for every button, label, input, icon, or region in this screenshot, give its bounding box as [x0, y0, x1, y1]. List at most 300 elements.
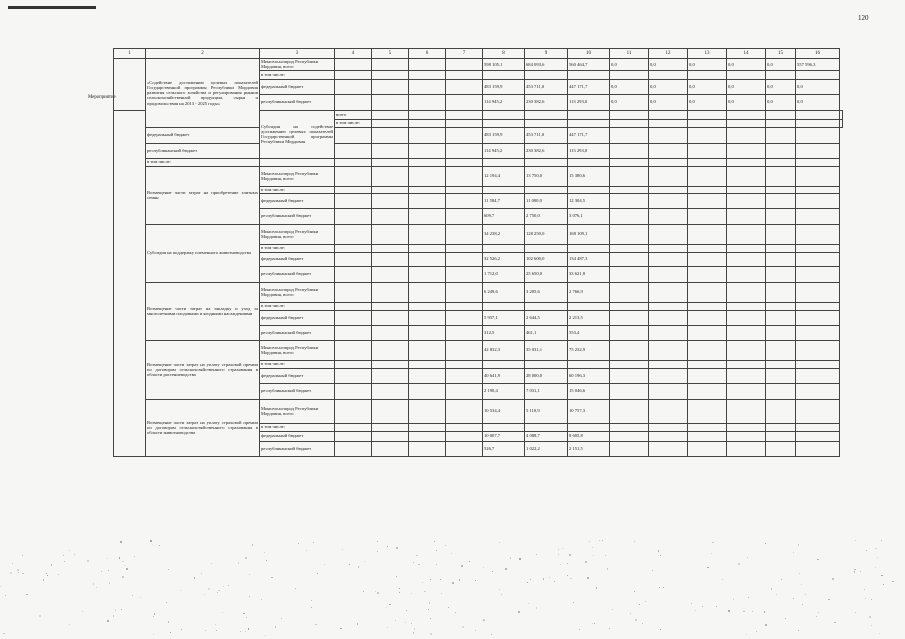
value-cell — [372, 383, 409, 399]
value-cell — [610, 166, 649, 186]
value-cell — [688, 441, 727, 456]
scan-noise-speck — [168, 621, 169, 622]
scan-noise-speck — [462, 626, 464, 628]
value-cell — [727, 423, 766, 431]
value-cell — [335, 186, 372, 193]
value-cell — [796, 110, 840, 119]
value-cell — [372, 340, 409, 360]
value-cell — [727, 431, 766, 441]
value-cell — [649, 399, 688, 423]
scan-noise-speck — [832, 578, 834, 580]
scan-noise-speck — [313, 542, 314, 543]
value-cell — [649, 325, 688, 340]
value-cell — [688, 208, 727, 224]
value-cell — [688, 282, 727, 302]
value-cell — [727, 208, 766, 224]
scan-noise-speck — [39, 615, 41, 617]
value-cell — [610, 119, 649, 127]
value-cell — [483, 360, 525, 368]
value-cell: 0,0 — [610, 94, 649, 110]
value-cell — [525, 70, 568, 79]
value-cell — [727, 252, 766, 266]
scan-noise-speck — [716, 606, 717, 607]
scan-noise-speck — [452, 582, 454, 584]
recipient-cell: федеральный бюджет — [146, 127, 260, 143]
value-cell — [727, 282, 766, 302]
recipient-cell: в том числе: — [260, 360, 335, 368]
value-cell — [446, 431, 483, 441]
value-cell — [727, 110, 766, 119]
value-cell — [335, 325, 372, 340]
value-cell — [483, 70, 525, 79]
value-cell: 75 232,9 — [568, 340, 610, 360]
scan-noise-speck — [883, 584, 884, 585]
value-cell: 609,7 — [483, 208, 525, 224]
value-cell — [649, 302, 688, 310]
scan-noise-speck — [455, 612, 456, 613]
value-cell — [372, 186, 409, 193]
value-cell — [649, 110, 688, 119]
scan-noise-speck — [634, 541, 635, 542]
value-cell — [766, 431, 796, 441]
value-cell: 312,5 — [483, 325, 525, 340]
value-cell — [766, 119, 796, 127]
scan-noise-speck — [201, 573, 202, 574]
value-cell — [372, 193, 409, 208]
scan-noise-speck — [406, 610, 407, 611]
value-cell — [796, 302, 840, 310]
value-cell — [446, 310, 483, 325]
value-cell — [446, 70, 483, 79]
header-cell: 6 — [409, 49, 446, 59]
value-cell — [727, 244, 766, 252]
value-cell — [568, 158, 610, 166]
scan-noise-speck — [430, 633, 432, 635]
value-cell: 684 093,6 — [525, 59, 568, 71]
value-cell — [409, 441, 446, 456]
value-cell — [335, 383, 372, 399]
value-cell: 12 194,4 — [483, 166, 525, 186]
value-cell — [525, 158, 568, 166]
value-cell — [766, 266, 796, 282]
scan-noise-speck — [587, 577, 589, 579]
value-cell — [372, 166, 409, 186]
value-cell — [568, 110, 610, 119]
scan-noise-speck — [416, 555, 417, 556]
scan-noise-speck — [121, 609, 122, 610]
scan-noise-speck — [558, 549, 559, 550]
scan-noise-speck — [413, 632, 415, 634]
scan-noise-speck — [271, 577, 273, 579]
scan-noise-speck — [217, 592, 218, 593]
value-cell: 447 171,7 — [568, 79, 610, 94]
value-cell: 11 584,7 — [483, 193, 525, 208]
value-cell — [409, 244, 446, 252]
header-cell: 11 — [610, 49, 649, 59]
value-cell — [409, 186, 446, 193]
value-cell — [649, 368, 688, 383]
value-cell — [335, 340, 372, 360]
scan-noise-speck — [635, 619, 637, 621]
value-cell: 1 022,2 — [525, 441, 568, 456]
scan-noise-speck — [218, 590, 219, 591]
scan-noise-speck — [818, 612, 819, 613]
scan-noise-speck — [208, 588, 210, 590]
value-cell: 102 600,0 — [525, 252, 568, 266]
scan-noise-speck — [387, 627, 388, 628]
value-cell — [409, 166, 446, 186]
value-cell: 0,0 — [649, 79, 688, 94]
scan-noise-speck — [748, 597, 749, 598]
value-cell — [446, 94, 483, 110]
scan-noise-speck — [605, 555, 606, 556]
value-cell — [446, 383, 483, 399]
value-cell — [766, 302, 796, 310]
value-cell — [372, 110, 409, 119]
recipient-cell: Минсельхозпрод Республики Мордовия, всего — [260, 166, 335, 186]
value-cell: 5 110,9 — [525, 399, 568, 423]
table-row — [114, 143, 843, 158]
value-cell — [372, 127, 409, 143]
recipient-cell — [260, 158, 335, 166]
scan-noise-speck — [854, 571, 855, 572]
scan-noise-speck — [602, 540, 603, 541]
value-cell — [727, 119, 766, 127]
recipient-cell: республиканский бюджет — [260, 94, 335, 110]
value-cell — [688, 186, 727, 193]
scan-noise-speck — [3, 633, 4, 634]
value-cell — [409, 325, 446, 340]
scan-noise-speck — [663, 587, 665, 589]
scan-noise-speck — [793, 552, 794, 553]
scan-noise-speck — [802, 604, 803, 605]
value-cell — [335, 224, 372, 244]
value-cell — [372, 94, 409, 110]
scan-noise-speck — [265, 635, 266, 636]
scan-noise-speck — [567, 563, 569, 565]
scan-noise-speck — [634, 591, 635, 592]
value-cell — [688, 383, 727, 399]
value-cell: 34 238,2 — [483, 224, 525, 244]
scan-artifact-line — [8, 6, 96, 9]
recipient-cell: Минсельхозпрод Республики Мордовия, всего — [260, 224, 335, 244]
scan-noise-speck — [712, 542, 713, 543]
scan-noise-speck — [249, 574, 250, 575]
scan-noise-speck — [119, 557, 121, 559]
description-cell: Возмещение части затрат на приобретение элитных семян — [146, 166, 260, 224]
value-cell — [610, 70, 649, 79]
header-cell: 1 — [114, 49, 146, 59]
scan-noise-speck — [215, 624, 216, 625]
value-cell — [483, 423, 525, 431]
scan-noise-speck — [122, 576, 124, 578]
value-cell: 0,0 — [688, 79, 727, 94]
value-cell: 453 711,0 — [525, 127, 568, 143]
value-cell — [766, 423, 796, 431]
value-cell — [727, 70, 766, 79]
value-cell — [610, 193, 649, 208]
scan-noise-speck — [828, 599, 830, 601]
value-cell — [409, 70, 446, 79]
scan-noise-speck — [315, 624, 316, 625]
value-cell: 0,0 — [727, 79, 766, 94]
value-cell — [446, 360, 483, 368]
value-cell: 10 534,4 — [483, 399, 525, 423]
value-cell — [372, 282, 409, 302]
value-cell: 2 644,5 — [525, 310, 568, 325]
value-cell — [372, 244, 409, 252]
scan-noise-speck — [801, 584, 802, 585]
value-cell — [727, 399, 766, 423]
value-cell — [649, 244, 688, 252]
scan-noise-speck — [153, 616, 154, 617]
scan-noise-speck — [660, 555, 661, 556]
value-cell — [649, 186, 688, 193]
scan-noise-speck — [181, 629, 182, 630]
value-cell — [409, 59, 446, 71]
value-cell — [446, 193, 483, 208]
value-cell — [610, 266, 649, 282]
scan-noise-speck — [469, 561, 470, 562]
value-cell — [727, 166, 766, 186]
recipient-cell: в том числе: — [260, 302, 335, 310]
scan-noise-speck — [528, 603, 529, 604]
value-cell: 2 213,5 — [568, 310, 610, 325]
scan-noise-speck — [357, 623, 358, 624]
value-cell — [610, 302, 649, 310]
value-cell: 13 750,0 — [525, 166, 568, 186]
value-cell — [796, 399, 840, 423]
table-row — [114, 340, 843, 360]
header-cell: 14 — [727, 49, 766, 59]
scan-noise-speck — [834, 622, 835, 623]
recipient-cell: Минсельхозпрод Республики Мордовия, всего — [260, 340, 335, 360]
scan-noise-speck — [22, 573, 23, 574]
value-cell — [372, 119, 409, 127]
scan-noise-speck — [238, 562, 239, 563]
scan-noise-speck — [248, 628, 249, 629]
scan-noise-speck — [441, 593, 442, 594]
value-cell — [727, 368, 766, 383]
value-cell — [610, 368, 649, 383]
value-cell — [796, 127, 840, 143]
value-cell — [409, 94, 446, 110]
value-cell — [483, 119, 525, 127]
scan-noise-speck — [765, 543, 766, 544]
value-cell — [766, 186, 796, 193]
value-cell — [610, 127, 649, 143]
scan-noise-speck — [585, 561, 587, 563]
value-cell — [766, 310, 796, 325]
scan-noise-speck — [69, 550, 70, 551]
value-cell — [446, 441, 483, 456]
value-cell: 0,0 — [610, 59, 649, 71]
scan-noise-speck — [395, 620, 396, 621]
scan-noise-speck — [798, 544, 799, 545]
scan-noise-speck — [249, 596, 250, 597]
value-cell: 0,0 — [649, 94, 688, 110]
recipient-cell: республиканский бюджет — [260, 208, 335, 224]
value-cell — [796, 70, 840, 79]
recipient-cell: в том числе: — [260, 70, 335, 79]
scan-noise-speck — [252, 544, 254, 546]
value-cell — [483, 302, 525, 310]
header-cell: 12 — [649, 49, 688, 59]
value-cell: 0,0 — [766, 79, 796, 94]
value-cell — [372, 441, 409, 456]
scan-noise-speck — [358, 567, 359, 568]
value-cell — [335, 158, 372, 166]
scan-noise-speck — [543, 578, 545, 580]
value-cell — [796, 252, 840, 266]
scan-noise-speck — [63, 555, 64, 556]
value-cell — [727, 310, 766, 325]
value-cell — [335, 79, 372, 94]
recipient-cell: Минсельхозпрод Республики Мордовия, всего — [260, 399, 335, 423]
scan-noise-speck — [711, 553, 712, 554]
scan-noise-speck — [461, 565, 463, 567]
scan-noise-speck — [434, 541, 435, 542]
value-cell — [446, 79, 483, 94]
value-cell — [727, 360, 766, 368]
value-cell — [372, 70, 409, 79]
scan-noise-speck — [211, 563, 212, 564]
scan-noise-speck — [82, 611, 83, 612]
scan-noise-speck — [491, 634, 492, 635]
header-cell: 5 — [372, 49, 409, 59]
value-cell — [409, 127, 446, 143]
value-cell — [446, 340, 483, 360]
value-cell: 11 000,0 — [525, 193, 568, 208]
scan-noise-speck — [569, 554, 571, 556]
table-row — [114, 399, 843, 423]
scan-noise-speck — [264, 552, 265, 553]
scan-noise-speck — [69, 624, 70, 625]
value-cell — [372, 79, 409, 94]
value-cell: 42 832,3 — [483, 340, 525, 360]
value-cell — [335, 252, 372, 266]
scan-noise-speck — [764, 611, 765, 612]
value-cell — [335, 302, 372, 310]
value-cell — [409, 79, 446, 94]
value-cell: 113 293,0 — [568, 143, 610, 158]
value-cell — [688, 110, 727, 119]
value-cell — [525, 119, 568, 127]
value-cell — [446, 302, 483, 310]
scan-noise-speck — [875, 548, 877, 550]
scan-noise-speck — [659, 587, 660, 588]
value-cell — [649, 158, 688, 166]
scan-noise-speck — [194, 577, 195, 578]
scan-noise-speck — [429, 602, 430, 603]
scan-noise-speck — [499, 542, 500, 543]
value-cell: 10 757,3 — [568, 399, 610, 423]
scan-noise-speck — [93, 583, 95, 585]
scan-noise-speck — [428, 609, 429, 610]
scan-noise-speck — [436, 550, 437, 551]
value-cell — [649, 119, 688, 127]
recipient-cell: республиканский бюджет — [260, 441, 335, 456]
value-cell — [688, 158, 727, 166]
value-cell — [409, 158, 446, 166]
scan-noise-speck — [107, 558, 108, 559]
scan-noise-speck — [879, 633, 880, 634]
scan-noise-speck — [652, 570, 653, 571]
value-cell — [766, 252, 796, 266]
header-cell: 3 — [260, 49, 335, 59]
scan-noise-speck — [422, 582, 423, 583]
value-cell: 7 031,1 — [525, 383, 568, 399]
scan-noise-speck — [691, 603, 692, 604]
scan-noise-speck — [377, 551, 378, 552]
value-cell — [610, 441, 649, 456]
scan-noise-speck — [728, 610, 730, 612]
value-cell — [688, 423, 727, 431]
value-cell — [525, 186, 568, 193]
scan-noise-speck — [342, 549, 343, 550]
scan-noise-speck — [140, 597, 141, 598]
scan-noise-speck — [170, 632, 171, 633]
scan-noise-speck — [738, 563, 740, 565]
value-cell — [446, 119, 483, 127]
value-cell — [649, 423, 688, 431]
scan-noise-speck — [855, 540, 856, 541]
value-cell — [409, 399, 446, 423]
value-cell — [568, 70, 610, 79]
scan-noise-speck — [866, 550, 867, 551]
value-cell — [446, 110, 483, 119]
recipient-cell: федеральный бюджет — [260, 193, 335, 208]
value-cell — [372, 208, 409, 224]
value-cell: 0,0 — [766, 59, 796, 71]
value-cell — [766, 360, 796, 368]
header-cell: 7 — [446, 49, 483, 59]
header-cell: 9 — [525, 49, 568, 59]
page-number: 120 — [858, 14, 869, 22]
value-cell — [372, 302, 409, 310]
recipient-cell: в том числе: — [260, 244, 335, 252]
value-cell — [335, 127, 372, 143]
value-cell — [372, 224, 409, 244]
value-cell — [766, 143, 796, 158]
scan-noise-speck — [448, 607, 450, 609]
scan-noise-speck — [499, 589, 501, 591]
value-cell — [525, 360, 568, 368]
scan-noise-speck — [43, 579, 44, 580]
scan-noise-speck — [107, 620, 109, 622]
scan-noise-speck — [658, 550, 660, 552]
value-cell — [372, 399, 409, 423]
scan-noise-speck — [816, 616, 817, 617]
scan-noise-speck — [558, 554, 559, 555]
value-cell — [409, 423, 446, 431]
value-cell — [796, 423, 840, 431]
value-cell — [727, 266, 766, 282]
value-cell: 5 937,1 — [483, 310, 525, 325]
value-cell — [568, 119, 610, 127]
value-cell — [649, 252, 688, 266]
scan-noise-speck — [799, 573, 800, 574]
scan-noise-speck — [607, 568, 609, 570]
value-cell — [446, 399, 483, 423]
scan-noise-speck — [261, 599, 262, 600]
value-cell — [610, 325, 649, 340]
scan-noise-speck — [240, 631, 241, 632]
scan-noise-speck — [298, 543, 299, 544]
scan-noise-speck — [228, 585, 229, 586]
scan-noise-speck — [567, 575, 568, 576]
scan-noise-speck — [747, 557, 748, 558]
